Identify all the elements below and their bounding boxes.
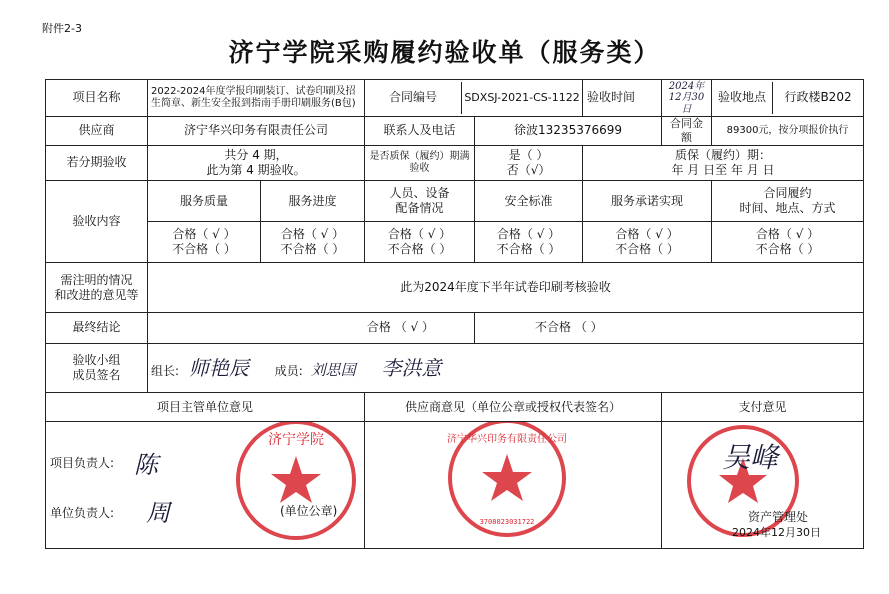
project-leader-signature: 陈 <box>134 451 158 480</box>
supplier-seal-code: 3708023031722 <box>479 518 535 527</box>
row-project <box>46 80 864 117</box>
content-header-commitment: 服务承诺实现 <box>583 180 712 221</box>
supplier-label: 供应商 <box>46 116 148 145</box>
leader-label: 组长: <box>151 363 180 378</box>
content-header-quality: 服务质量 <box>148 180 261 221</box>
contract-no-value: SDXSJ-2021-CS-1122 <box>464 90 580 104</box>
unit-seal-note: (单位公章) <box>280 504 338 519</box>
members-label: 成员: <box>274 363 303 378</box>
contract-no-label: 合同编号 <box>365 82 462 114</box>
dept-seal-icon <box>232 422 360 545</box>
accept-time-value: 2024年 12月30日 <box>662 80 712 117</box>
row-notes <box>46 263 864 312</box>
accept-time-label: 验收时间 <box>587 90 636 105</box>
contact-label: 联系人及电话 <box>365 116 475 145</box>
accept-place-label: 验收地点 <box>712 82 773 114</box>
content-header-contract: 合同履约 时间、地点、方式 <box>712 180 864 221</box>
amount-value: 89300元，按分项报价执行 <box>712 116 864 145</box>
accept-place-value: 行政楼B202 <box>784 90 852 105</box>
warranty-value: 是（ ） 否（√） <box>475 145 583 180</box>
installment-value: 共分 4 期， 此为第 4 期验收。 <box>148 145 365 180</box>
content-header-safety: 安全标准 <box>475 180 583 221</box>
content-result-safety: 合格（ √ ） 不合格（ ） <box>475 222 583 263</box>
row-supplier <box>46 116 864 145</box>
unit-leader-label: 单位负责人: <box>50 506 115 521</box>
warranty-label: 是否质保（履约）期满验收 <box>365 145 475 180</box>
project-name-value: 2022-2024年度学报印刷装订、试卷印刷及招生简章、新生安全报到指南手册印刷服务(B包) <box>148 80 365 117</box>
supplier-opinion-header: 供应商意见（单位公章或授权代表签名） <box>365 393 662 422</box>
conclusion-pass: 合格 （ √ ） <box>148 312 475 343</box>
page-title: 济宁学院采购履约验收单（服务类） <box>228 38 661 67</box>
project-leader-label: 项目负责人: <box>50 456 115 471</box>
content-result-contract: 合格（ √ ） 不合格（ ） <box>712 222 864 263</box>
amount-label: 合同金额 <box>662 116 712 145</box>
row-content-headers <box>46 180 864 221</box>
dept-opinion-header: 项目主管单位意见 <box>46 393 365 422</box>
content-label: 验收内容 <box>46 180 148 262</box>
payment-date: 2024年12月30日 <box>732 526 822 540</box>
notes-label: 需注明的情况 和改进的意见等 <box>46 263 148 312</box>
row-installment <box>46 145 864 180</box>
supplier-seal-icon <box>445 422 569 541</box>
contact-value: 徐波13235376699 <box>475 116 662 145</box>
conclusion-fail: 不合格 （ ） <box>475 312 864 343</box>
row-team <box>46 343 864 392</box>
payment-opinion-header: 支付意见 <box>662 393 864 422</box>
warranty-period: 质保（履约）期： 年 月 日至 年 月 日 <box>583 145 864 180</box>
content-result-progress: 合格（ √ ） 不合格（ ） <box>261 222 365 263</box>
unit-leader-signature: 周 <box>146 499 170 528</box>
dept-seal-text: 济宁学院 <box>268 432 324 449</box>
row-signatures <box>46 422 864 549</box>
notes-value: 此为2024年度下半年试卷印刷考核验收 <box>148 263 864 312</box>
row-content-results <box>46 222 864 263</box>
content-result-staff: 合格（ √ ） 不合格（ ） <box>365 222 475 263</box>
supplier-value: 济宁华兴印务有限责任公司 <box>148 116 365 145</box>
content-header-staff: 人员、设备 配备情况 <box>365 180 475 221</box>
installment-label: 若分期验收 <box>46 145 148 180</box>
payment-office: 资产管理处 <box>748 510 809 525</box>
project-name-label: 项目名称 <box>46 80 148 117</box>
annex-label: 附件2-3 <box>42 22 82 35</box>
conclusion-label: 最终结论 <box>46 312 148 343</box>
content-header-progress: 服务进度 <box>261 180 365 221</box>
supplier-seal-text: 济宁华兴印务有限责任公司 <box>447 434 568 446</box>
row-conclusion <box>46 312 864 343</box>
payment-signature: 吴峰 <box>722 441 779 475</box>
content-result-commitment: 合格（ √ ） 不合格（ ） <box>583 222 712 263</box>
member-signature-1: 刘思国 <box>310 360 356 379</box>
content-result-quality: 合格（ √ ） 不合格（ ） <box>148 222 261 263</box>
acceptance-form <box>45 79 864 549</box>
team-label: 验收小组 成员签名 <box>46 343 148 392</box>
row-opinion-headers <box>46 393 864 422</box>
member-signature-2: 李洪意 <box>381 355 442 380</box>
leader-signature: 师艳辰 <box>188 355 249 380</box>
